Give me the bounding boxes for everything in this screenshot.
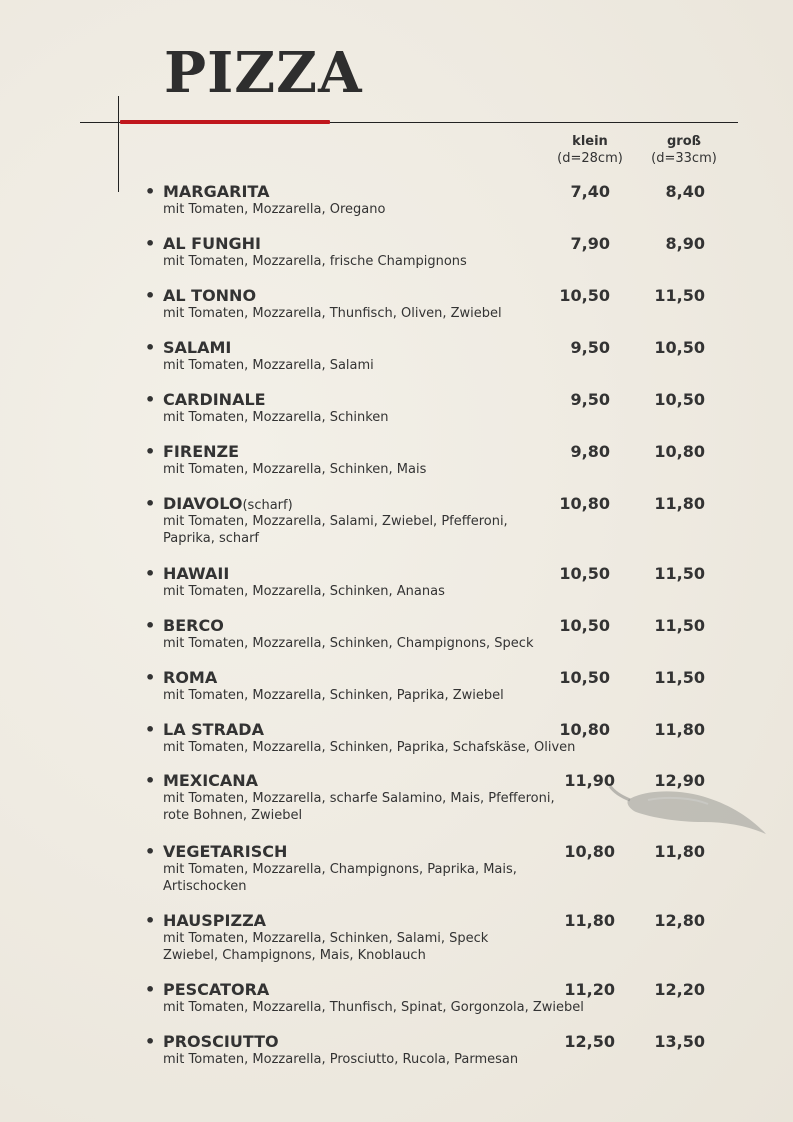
bullet-icon: • (145, 720, 156, 739)
price-large: 11,50 (654, 616, 705, 635)
pizza-name: PROSCIUTTO (163, 1032, 279, 1051)
bullet-icon: • (145, 668, 156, 687)
price-small: 11,80 (564, 911, 615, 930)
price-large: 10,50 (654, 390, 705, 409)
pizza-description: mit Tomaten, Mozzarella, Schinken, Ananas (163, 584, 445, 599)
pizza-name: ROMA (163, 668, 218, 687)
pizza-description: mit Tomaten, Mozzarella, Schinken, Paprika, Schafskäse, Oliven (163, 740, 576, 755)
bullet-icon: • (145, 286, 156, 305)
pizza-description: mit Tomaten, Mozzarella, frische Champignons (163, 254, 467, 269)
pizza-description: mit Tomaten, Mozzarella, Thunfisch, Oliven, Zwiebel (163, 306, 502, 321)
bullet-icon: • (145, 980, 156, 999)
pizza-description: mit Tomaten, Mozzarella, Schinken, Paprika, Zwiebel (163, 688, 504, 703)
column-header-large (646, 133, 722, 167)
pizza-name: CARDINALE (163, 390, 266, 409)
price-small: 11,20 (564, 980, 615, 999)
page-title: PIZZA (164, 40, 363, 106)
price-large: 12,80 (654, 911, 705, 930)
column-large-size: (d=33cm) (651, 151, 717, 166)
bullet-icon: • (145, 564, 156, 583)
pizza-name: VEGETARISCH (163, 842, 288, 861)
price-small: 10,50 (559, 668, 610, 687)
bullet-icon: • (145, 616, 156, 635)
price-large: 10,50 (654, 338, 705, 357)
column-large-label: groß (667, 134, 701, 149)
price-large: 11,50 (654, 564, 705, 583)
pizza-name: MEXICANA (163, 771, 259, 790)
price-small: 12,50 (564, 1032, 615, 1051)
column-header-small (552, 133, 628, 167)
pizza-name: SALAMI (163, 338, 232, 357)
bullet-icon: • (145, 1032, 156, 1051)
price-large: 12,90 (654, 771, 705, 790)
pizza-name: MARGARITA (163, 182, 270, 201)
pizza-description: mit Tomaten, Mozzarella, Schinken (163, 410, 389, 425)
spicy-note: (scharf) (242, 498, 293, 513)
pizza-description: mit Tomaten, Mozzarella, Schinken, Salami, Speck Zwiebel, Champignons, Mais, Knoblauch (163, 931, 489, 963)
pizza-name: LA STRADA (163, 720, 264, 739)
pizza-description: mit Tomaten, Mozzarella, Oregano (163, 202, 386, 217)
bullet-icon: • (145, 771, 156, 790)
column-small-label: klein (572, 134, 608, 149)
bullet-icon: • (145, 390, 156, 409)
pizza-name: HAWAII (163, 564, 230, 583)
pizza-description: mit Tomaten, Mozzarella, Schinken, Champignons, Speck (163, 636, 534, 651)
bullet-icon: • (145, 442, 156, 461)
pizza-description: mit Tomaten, Mozzarella, Thunfisch, Spinat, Gorgonzola, Zwiebel (163, 1000, 584, 1015)
pizza-name: AL TONNO (163, 286, 257, 305)
pizza-description: mit Tomaten, Mozzarella, Schinken, Mais (163, 462, 427, 477)
pizza-description: mit Tomaten, Mozzarella, Salami (163, 358, 374, 373)
price-large: 13,50 (654, 1032, 705, 1051)
price-small: 10,50 (559, 564, 610, 583)
price-small: 11,90 (564, 771, 615, 790)
pizza-description: mit Tomaten, Mozzarella, Champignons, Paprika, Mais, Artischocken (163, 862, 517, 894)
pizza-name: DIAVOLO(scharf) (163, 494, 293, 513)
price-small: 10,80 (559, 720, 610, 739)
bullet-icon: • (145, 182, 156, 201)
price-small: 10,80 (564, 842, 615, 861)
pizza-name: AL FUNGHI (163, 234, 261, 253)
price-large: 11,80 (654, 842, 705, 861)
bullet-icon: • (145, 494, 156, 513)
price-small: 9,50 (570, 338, 610, 357)
pizza-description: mit Tomaten, Mozzarella, Salami, Zwiebel, Pfefferoni, Paprika, scharf (163, 514, 508, 546)
price-small: 7,90 (570, 234, 610, 253)
price-large: 10,80 (654, 442, 705, 461)
price-small: 9,80 (570, 442, 610, 461)
pizza-name: FIRENZE (163, 442, 240, 461)
price-small: 10,50 (559, 286, 610, 305)
pizza-description: mit Tomaten, Mozzarella, scharfe Salamino, Mais, Pfefferoni, rote Bohnen, Zwiebel (163, 791, 555, 823)
price-large: 12,20 (654, 980, 705, 999)
pizza-description: mit Tomaten, Mozzarella, Prosciutto, Rucola, Parmesan (163, 1052, 519, 1067)
price-small: 10,50 (559, 616, 610, 635)
price-large: 11,50 (654, 668, 705, 687)
price-large: 11,80 (654, 720, 705, 739)
price-small: 7,40 (570, 182, 610, 201)
price-large: 8,40 (665, 182, 705, 201)
chili-pepper-icon (608, 782, 768, 842)
price-small: 9,50 (570, 390, 610, 409)
bullet-icon: • (145, 338, 156, 357)
pizza-name: PESCATORA (163, 980, 270, 999)
column-small-size: (d=28cm) (557, 151, 623, 166)
bullet-icon: • (145, 234, 156, 253)
price-large: 8,90 (665, 234, 705, 253)
bullet-icon: • (145, 842, 156, 861)
title-underline-accent (120, 120, 330, 124)
vertical-divider (118, 96, 119, 192)
price-large: 11,50 (654, 286, 705, 305)
price-small: 10,80 (559, 494, 610, 513)
price-large: 11,80 (654, 494, 705, 513)
bullet-icon: • (145, 911, 156, 930)
pizza-name: HAUSPIZZA (163, 911, 267, 930)
pizza-name: BERCO (163, 616, 224, 635)
